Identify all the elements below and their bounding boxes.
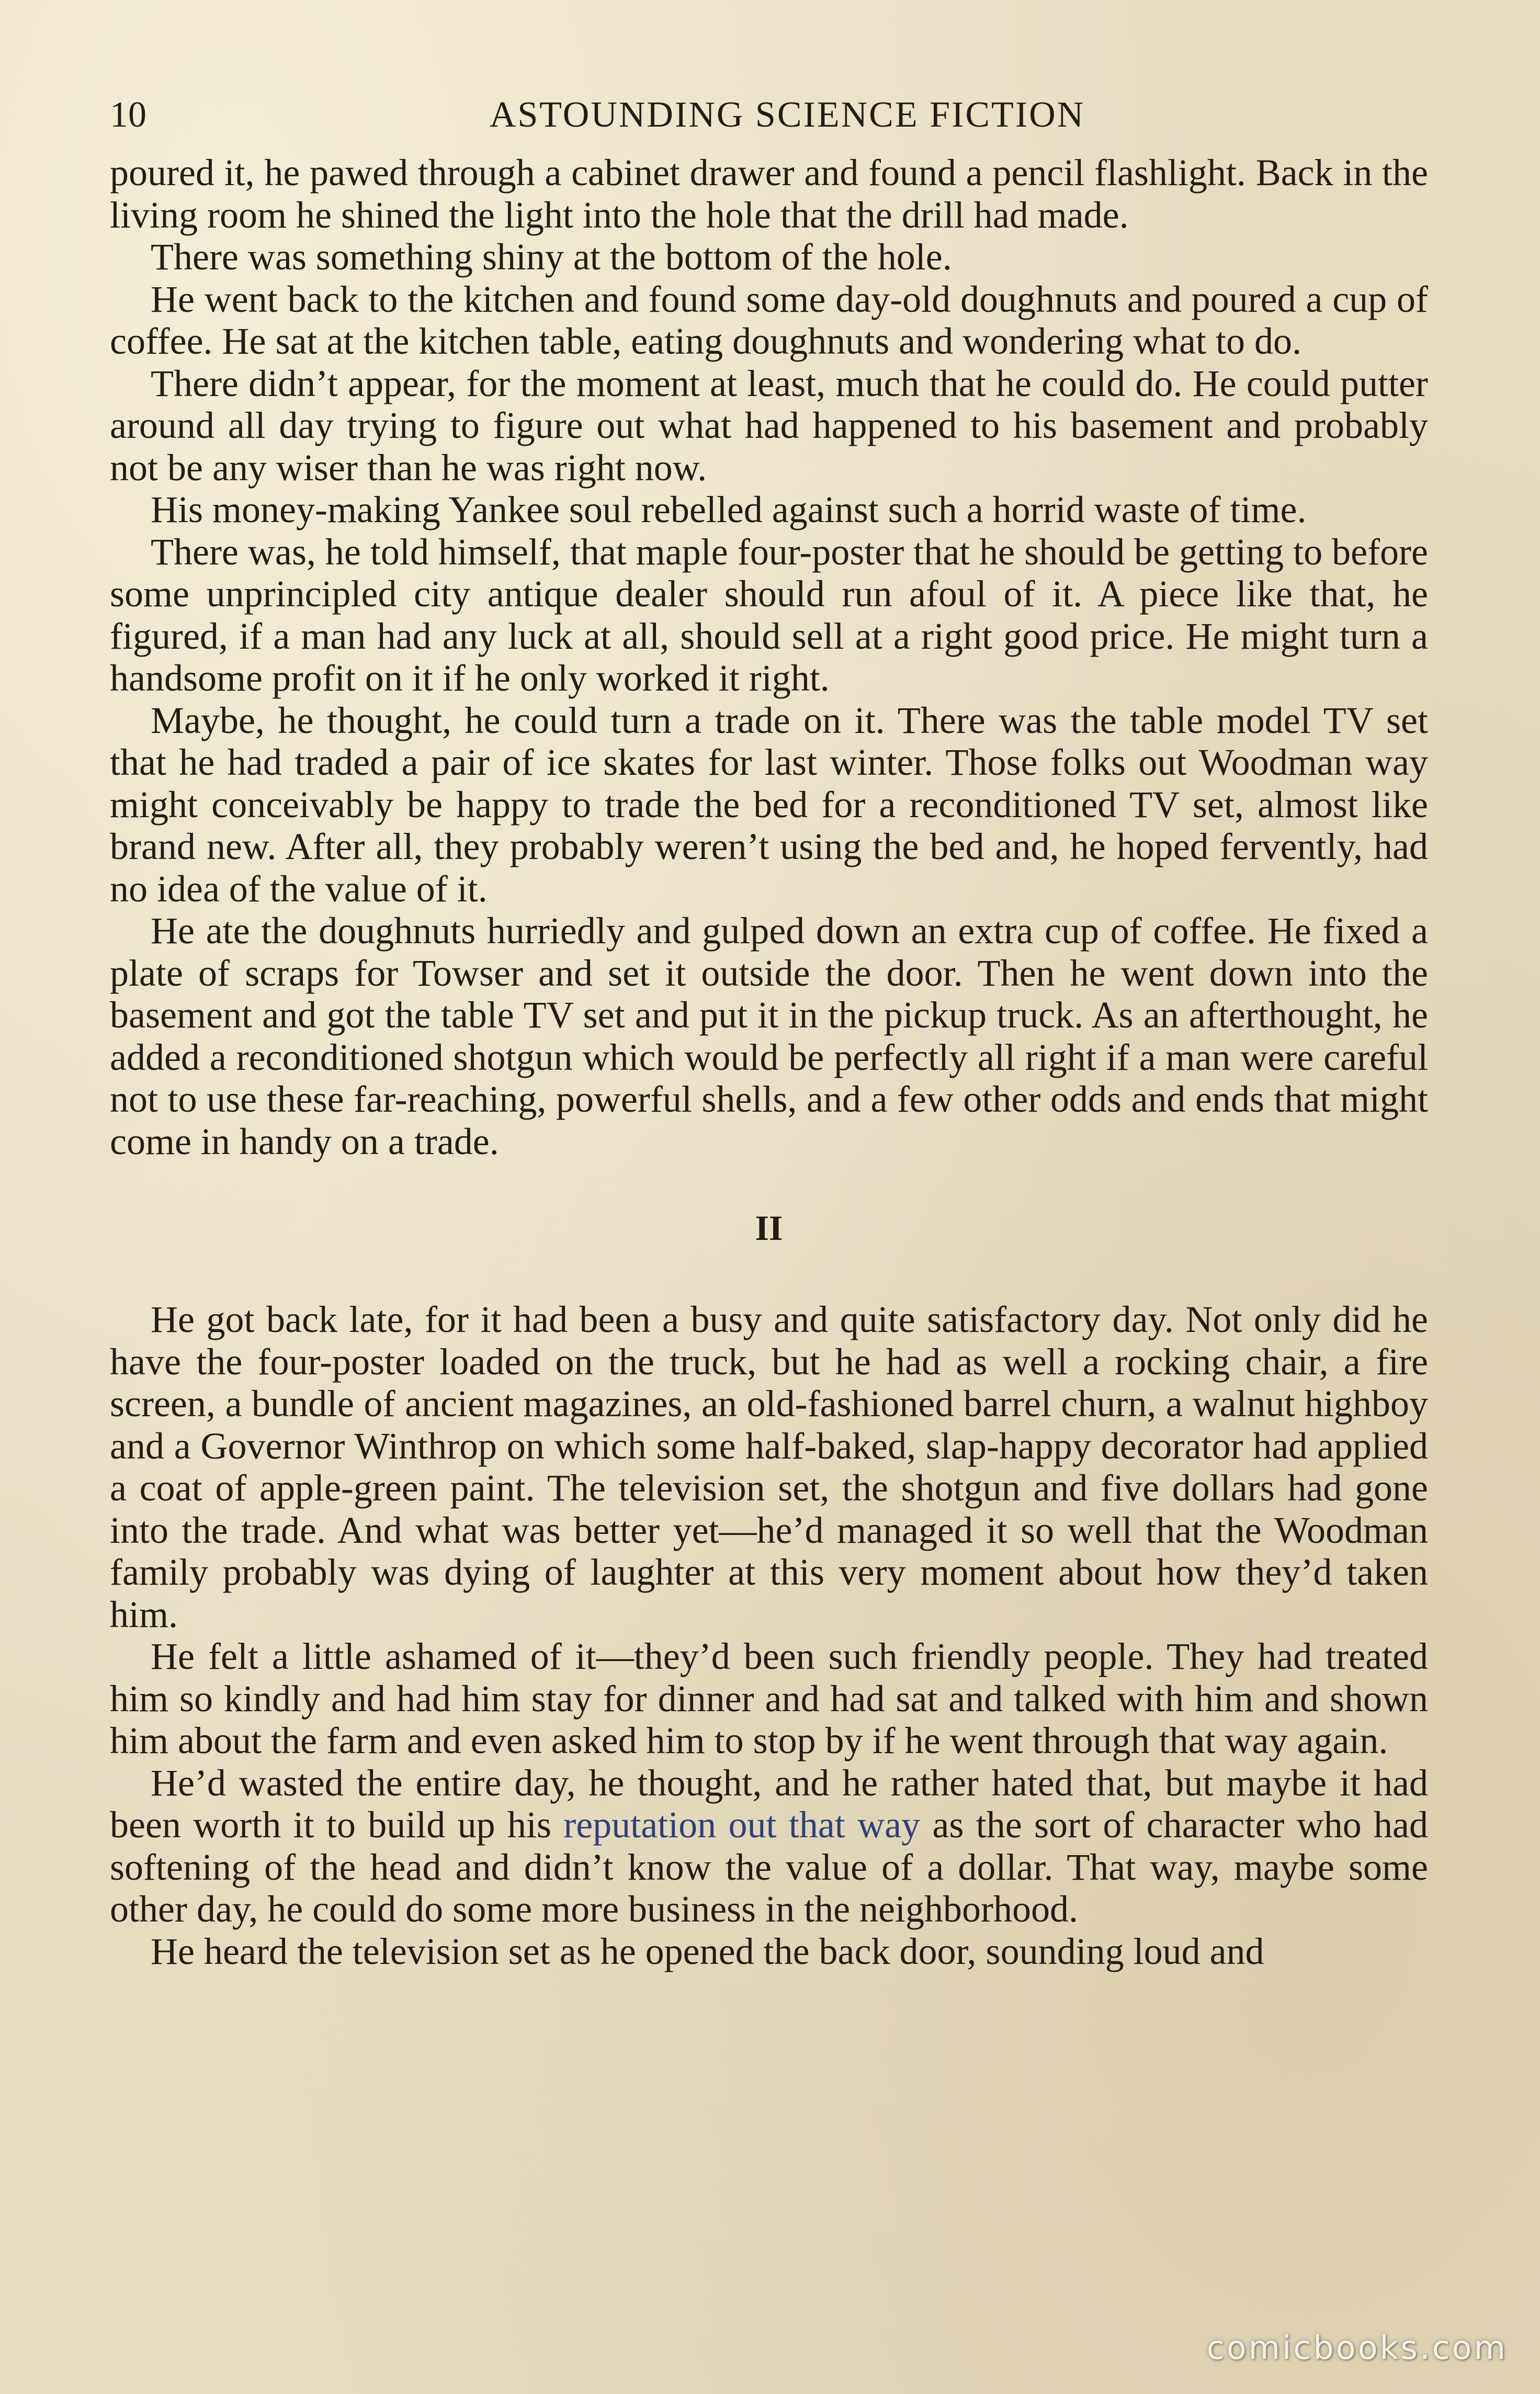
paragraph-8: He ate the doughnuts hurriedly and gulped down an extra cup of coffee. He fixed a plate of scraps for Towser and set it outside the door. Then he went down into the basement and got the table TV set and put it in the pickup truck. As an afterthought, he added a reconditioned shotgun which would be perfectly all right if a man were careful not to use these far-reaching, powerful shells, and a few other odds and ends that might come in handy on a trade.	[110, 910, 1428, 1162]
paragraph-10: He felt a little ashamed of it—they’d been such friendly people. They had treated him so kindly and had him stay for dinner and had sat and talked with him and shown him about the farm and even asked him to stop by if he went through that way again.	[110, 1635, 1428, 1761]
running-head	[110, 78, 1428, 152]
book-page	[110, 78, 1428, 2328]
paragraph-6: There was, he told himself, that maple four-poster that he should be getting to before some unprincipled city antique dealer should run afoul of it. A piece like that, he figured, if a man had any luck at all, should sell at a right good price. He might turn a handsome profit on it if he only worked it right.	[110, 530, 1428, 699]
paragraph-11-end: as the sort of character who had softening of the head and didn’t know the value of a dollar. That way, maybe some other day, he could do some more business in the neighborhood.	[110, 1804, 1429, 1930]
page-number: 10	[110, 95, 146, 135]
paragraph-11	[110, 1762, 1428, 1930]
watermark-logo: comicbooks.com	[1206, 2329, 1508, 2367]
paragraph-9: He got back late, for it had been a busy and quite satisfactory day. Not only did he have the four-poster loaded on the truck, but he had as well a rocking chair, a fire screen, a bundle of ancient magazines, an old-fashioned barrel churn, a walnut highboy and a Governor Winthrop on which some half-baked, slap-happy decorator had applied a coat of apple-green paint. The television set, the shotgun and five dollars had gone into the trade. And what was better yet—he’d managed it so well that the Woodman family probably was dying of laughter at this very moment about how they’d taken him.	[110, 1298, 1428, 1635]
body-text	[110, 152, 1428, 1972]
paragraph-5: His money-making Yankee soul rebelled against such a horrid waste of time.	[151, 489, 1307, 530]
paragraph-2: There was something shiny at the bottom of the hole.	[151, 236, 952, 278]
paragraph-1: poured it, he pawed through a cabinet drawer and found a pencil flashlight. Back in the living room he shined the light into the hole that the drill had made.	[110, 152, 1428, 236]
paragraph-11-start: He’d wasted the entire day, he thought, and he rather hated that, but maybe it had been worth it to build up his	[110, 1761, 1428, 1846]
paragraph-3: He went back to the kitchen and found some day-old doughnuts and poured a cup of coffee. He sat at the kitchen table, eating doughnuts and wondering what to do.	[110, 278, 1428, 362]
paragraph-4: There didn’t appear, for the moment at least, much that he could do. He could putter around all day trying to figure out what had happened to his basement and probably not be any wiser than he was right now.	[110, 362, 1428, 489]
paragraph-11-highlight: reputation out that way	[563, 1804, 921, 1846]
section-heading: II	[755, 1208, 783, 1248]
running-title: ASTOUNDING SCIENCE FICTION	[489, 95, 1085, 135]
paragraph-12: He heard the television set as he opened the back door, sounding loud and	[151, 1930, 1264, 1972]
paragraph-7: Maybe, he thought, he could turn a trade on it. There was the table model TV set that he had traded a pair of ice skates for last winter. Those folks out Woodman way might conceivably be happy to trade the bed for a reconditioned TV set, almost like brand new. After all, they probably weren’t using the bed and, he hoped fervently, had no idea of the value of it.	[110, 699, 1428, 910]
